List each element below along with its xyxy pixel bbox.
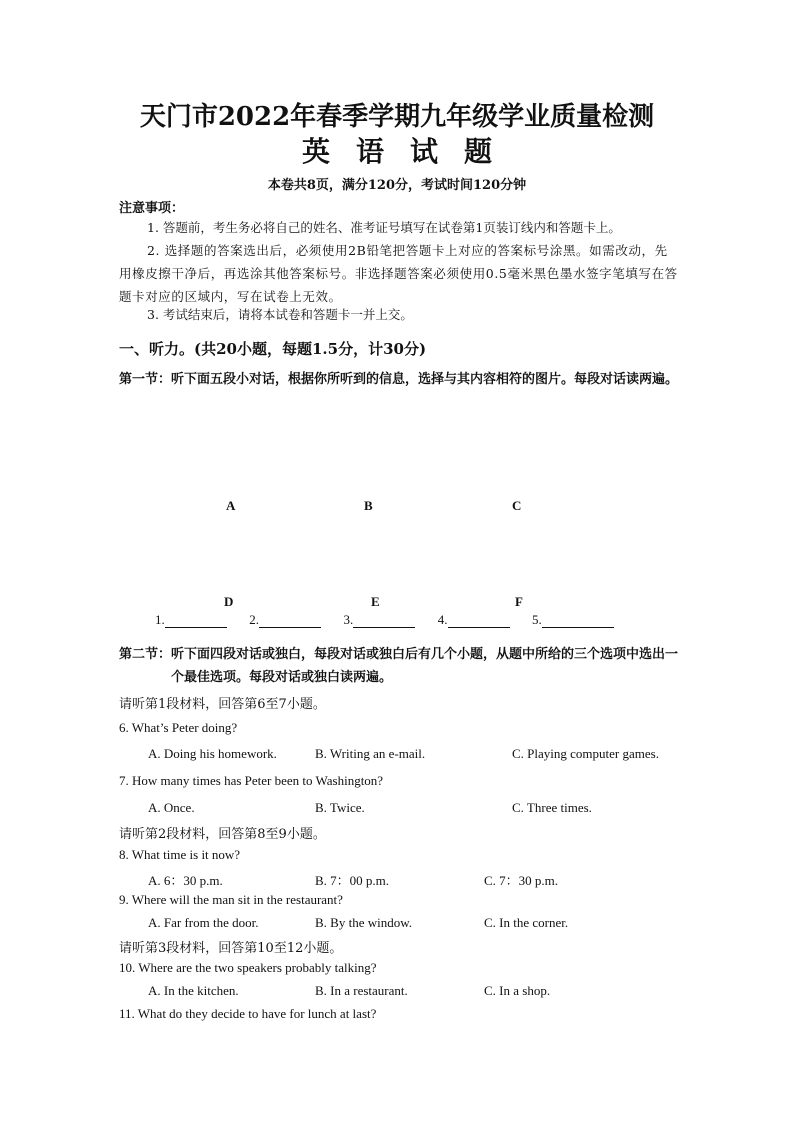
option-c[interactable]: C. Playing computer games. [512,746,659,761]
option-a[interactable]: A. In the kitchen. [148,983,239,998]
answer-blank[interactable] [259,613,321,628]
picture-label-c: C [512,498,522,513]
option-b[interactable]: B. 7：00 p.m. [315,873,390,888]
answer-blanks-row [155,612,614,628]
answer-blank[interactable] [165,613,227,628]
blank-label: 1. [155,612,165,627]
picture-label-d: D [224,594,234,609]
picture-label-e: E [371,594,380,609]
notice-item: 2. 选择题的答案选出后，必须使用2B铅笔把答题卡上对应的答案标号涂黑。如需改动，先用橡皮擦干净后，再选涂其他答案标号。非选择题答案必须使用0.5毫米黑色墨水签字笔填写在答题卡对应的区域内，写在试卷上无效。 [119,243,678,304]
part-instruction: 第一节：听下面五段小对话，根据你所听到的信息，选择与其内容相符的图片。每段对话读两遍。 [119,372,679,387]
listening-instruction: 请听第3段材料，回答第10至12小题。 [119,941,343,956]
question-text: 7. How many times has Peter been to Washington? [119,773,384,788]
blank-label: 4. [437,612,448,627]
listening-instruction: 请听第2段材料，回答第8至9小题。 [119,827,326,842]
question-text: 9. Where will the man sit in the restaurant? [119,892,343,907]
blank-label: 2. [249,612,259,627]
answer-blank[interactable] [353,613,415,628]
option-c[interactable]: C. In the corner. [484,915,569,930]
option-c[interactable]: C. 7：30 p.m. [484,873,559,888]
notice-item: 3. 考试结束后，请将本试卷和答题卡一并上交。 [147,307,413,322]
picture-label-a: A [226,498,236,513]
blank-label: 3. [343,612,354,627]
option-b[interactable]: B. In a restaurant. [315,983,408,998]
option-b[interactable]: B. By the window. [315,915,413,930]
exam-title: 天门市2022年春季学期九年级学业质量检测 [139,102,655,132]
option-c[interactable]: C. Three times. [512,800,592,815]
part-instruction: 第二节：听下面四段对话或独白，每段对话或独白后有几个小题，从题中所给的三个选项中选出一个最佳选项。每段对话或独白读两遍。 [119,647,679,685]
question-text: 10. Where are the two speakers probably talking? [119,960,377,975]
exam-info: 本卷共8页，满分120分，考试时间120分钟 [267,178,527,193]
option-c[interactable]: C. In a shop. [484,983,551,998]
question-text: 11. What do they decide to have for lunch at last? [119,1006,377,1021]
listening-instruction: 请听第1段材料，回答第6至7小题。 [119,697,326,712]
answer-blank[interactable] [542,613,614,628]
notice-heading: 注意事项： [119,201,185,216]
blank-label: 5. [532,612,542,627]
option-a[interactable]: A. Once. [148,800,195,815]
answer-blank[interactable] [448,613,510,628]
question-text: 6. What’s Peter doing? [119,720,238,735]
picture-label-f: F [515,594,523,609]
subject-title: 英语试题 [301,135,518,168]
option-b[interactable]: B. Twice. [315,800,365,815]
picture-label-b: B [364,498,373,513]
option-a[interactable]: A. 6：30 p.m. [148,873,223,888]
option-a[interactable]: A. Far from the door. [148,915,259,930]
section-title: 一、听力。(共20小题，每题1.5分，计30分) [119,340,427,358]
option-a[interactable]: A. Doing his homework. [148,746,277,761]
option-b[interactable]: B. Writing an e-mail. [315,746,426,761]
question-text: 8. What time is it now? [119,847,241,862]
notice-item: 1. 答题前，考生务必将自己的姓名、准考证号填写在试卷第1页装订线内和答题卡上。 [147,220,621,235]
